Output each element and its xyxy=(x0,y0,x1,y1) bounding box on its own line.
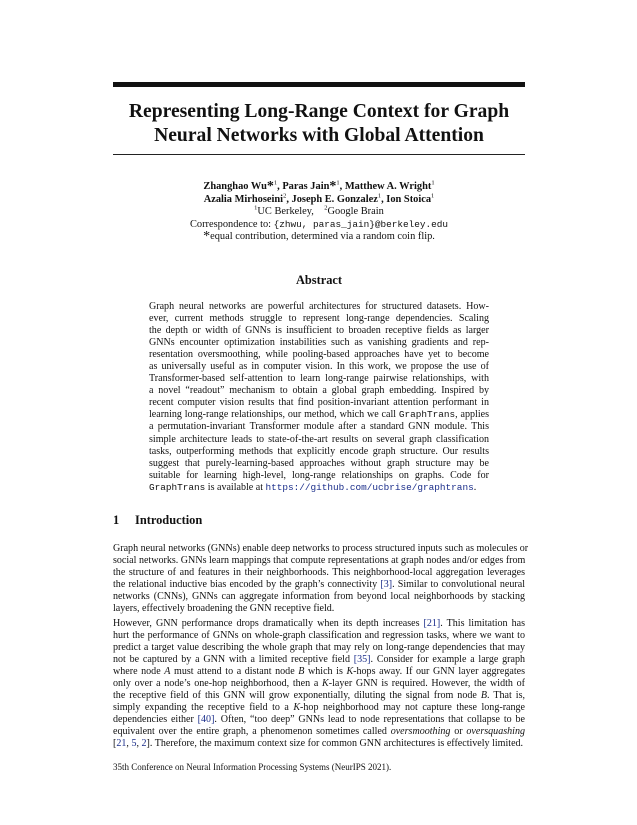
affiliation-mark: 2 xyxy=(283,192,287,200)
body-text: [ xyxy=(113,738,117,750)
body-text: . Similar to convolutional neural xyxy=(392,579,525,591)
affiliation-mark: 1 xyxy=(377,192,382,200)
body-text: where node xyxy=(113,666,165,678)
body-text: equivalent over the entire graph, a phenomenon sometimes called xyxy=(113,726,391,738)
body-text: must attend to a distant node xyxy=(170,666,299,678)
code-link[interactable]: https://github.com/ucbrise/graphtrans xyxy=(265,481,474,493)
abstract-heading: Abstract xyxy=(295,273,343,287)
affiliation-mark: 1 xyxy=(431,192,435,200)
body-line: predict a target value describing the whole graph that may rely on long-range dependencies that may xyxy=(113,642,525,654)
math-var: K xyxy=(293,702,301,714)
math-var: K xyxy=(322,678,329,690)
abstract-line: a permutation-invariant Transformer module after a standard GNN module. This xyxy=(149,421,489,433)
abstract-body xyxy=(149,301,489,494)
body-text: only over a node’s one-hop neighborhood, then a xyxy=(113,678,323,690)
body-line: social networks. GNNs learn mappings that compute representations at graph nodes and/or edges from xyxy=(113,555,526,567)
title-line-2: Neural Networks with Global Attention xyxy=(154,125,484,146)
body-line xyxy=(113,738,525,750)
abstract-text: is available at xyxy=(205,481,266,493)
body-text: ]. Therefore, the maximum context size for common GNN architectures is effectively limited. xyxy=(146,738,524,750)
title-top-rule xyxy=(113,82,525,87)
math-var: B xyxy=(298,666,305,678)
equal-note-text: equal contribution, determined via a random coin flip. xyxy=(210,231,435,243)
body-text: . Often, “too deep” GNNs lead to node representations that collapse to be xyxy=(214,714,525,726)
conference-footnote: 35th Conference on Neural Information Processing Systems (NeurIPS 2021). xyxy=(113,762,392,772)
affiliation-mark: 1 xyxy=(273,179,278,187)
affiliation-name: Google Brain xyxy=(327,206,384,218)
abstract-line: as universally useful as in computer vision. In this work, we propose the use of xyxy=(149,361,489,373)
body-text: the relational inductive bias encoded by the graph’s connectivity xyxy=(113,579,381,591)
author-name: Paras Jain xyxy=(282,181,330,192)
intro-paragraph-2 xyxy=(113,618,525,751)
abstract-line: Transformer-based self-attention to learn long-range pairwise relationships, with xyxy=(149,373,489,385)
abstract-line: resentation oversmoothing, while pooling-based approaches have yet to become xyxy=(149,349,489,361)
body-text: dependencies either xyxy=(113,714,198,726)
citation-link[interactable]: 2 xyxy=(141,738,147,750)
method-name: GraphTrans xyxy=(149,481,206,493)
citation-link[interactable]: [35] xyxy=(353,654,371,666)
method-name: GraphTrans xyxy=(398,409,456,421)
intro-paragraph-1 xyxy=(113,543,529,615)
abstract-line: tasks, outperforming methods that explicitly encode graph structure. Our results xyxy=(149,445,489,457)
body-line xyxy=(113,702,525,714)
abstract-text: . xyxy=(473,481,477,493)
equal-contrib-star: * xyxy=(266,179,274,194)
body-text: . This limitation has xyxy=(440,618,525,629)
body-line: networks (CNNs), GNNs can aggregate information from beyond local neighborhoods by stacking xyxy=(113,591,525,603)
abstract-line: suitable for learning high-level, long-range relationships on graphs. Code for xyxy=(149,469,489,481)
body-text: or xyxy=(450,726,467,738)
body-line xyxy=(113,666,525,678)
body-line xyxy=(113,726,525,738)
body-text: -hop neighborhood may not capture these long-range xyxy=(300,702,526,714)
body-text: not be captured by a GNN with a limited receptive field xyxy=(113,654,354,666)
math-var: A xyxy=(164,666,171,678)
equal-contrib-star: * xyxy=(329,179,337,194)
abstract-line: ever, current methods struggle to represent long-range dependencies. Scaling xyxy=(149,313,489,325)
math-var: K xyxy=(346,666,354,678)
body-line: layers, effectively broadening the GNN receptive field. xyxy=(113,603,335,615)
body-text: simply expanding the receptive field to a xyxy=(113,702,294,714)
body-line xyxy=(113,579,525,591)
author-name: Ion Stoica xyxy=(386,193,432,205)
abstract-text: learning long-range relationships, our method, which we call xyxy=(149,409,399,421)
equal-contribution-note xyxy=(113,231,525,244)
author-name: Azalia Mirhoseini xyxy=(203,193,284,205)
equal-contrib-star: * xyxy=(203,229,211,245)
body-line xyxy=(113,618,525,630)
italic-term: oversquashing xyxy=(466,726,525,738)
body-line: hurt the performance of GNNs on whole-graph classification and regression tasks, where we want to xyxy=(113,630,525,642)
abstract-line: recent computer vision results that find position-invariant attention performant in xyxy=(149,397,489,409)
body-text: -layer GNN is required. However, the width of xyxy=(328,678,525,690)
body-line: Graph neural networks (GNNs) enable deep networks to process structured inputs such as molecules or xyxy=(113,543,529,554)
citation-link[interactable]: [40] xyxy=(197,714,215,726)
abstract-line: a novel “readout” mechanism to obtain a global graph embedding. Inspired by xyxy=(149,385,489,397)
title-line-1: Representing Long-Range Context for Graph xyxy=(128,101,510,122)
math-var: B xyxy=(480,690,487,702)
body-line xyxy=(113,714,525,726)
affiliation-name: UC Berkeley, xyxy=(257,206,314,218)
body-text: However, GNN performance drops dramatically when its depth increases xyxy=(113,618,424,629)
author-name: Zhanghao Wu xyxy=(203,181,267,192)
author-name: Matthew A. Wright xyxy=(344,181,432,192)
citation-link[interactable]: [3] xyxy=(380,579,393,591)
body-text: . Consider for example a large graph xyxy=(370,654,525,666)
title-bottom-rule xyxy=(113,154,525,155)
section-heading xyxy=(113,513,202,528)
author-block xyxy=(113,181,525,244)
section-number: 1 xyxy=(113,513,120,527)
abstract-line xyxy=(149,482,489,494)
author-line-1: Zhanghao Wu*$^1$, Paras Jain*$^1$, Matthew A. Wright$^1$ xyxy=(203,179,435,194)
abstract-line: simple architecture leads to state-of-the-art results on several graph classification xyxy=(149,433,489,445)
body-line xyxy=(113,690,525,702)
citation-link[interactable]: 5 xyxy=(131,738,137,750)
section-title: Introduction xyxy=(135,513,203,527)
affiliation-number: 1 xyxy=(254,204,258,212)
correspondence-email[interactable]: {zhwu, paras_jain}@berkeley.edu xyxy=(273,218,449,230)
abstract-line: Graph neural networks are powerful architectures for structured datasets. How- xyxy=(149,301,489,312)
abstract-text: , applies xyxy=(455,409,489,421)
body-line xyxy=(113,678,525,690)
affiliations xyxy=(113,206,525,219)
body-line: the structure of and features in their neighborhoods. This neighborhood-local aggregation leverages xyxy=(113,567,525,579)
body-line xyxy=(113,654,525,666)
paper-title xyxy=(113,100,525,148)
body-text: which is xyxy=(304,666,347,678)
body-text: . That is, xyxy=(487,690,525,702)
affiliation-mark: 1 xyxy=(336,179,340,187)
author-name: Joseph E. Gonzalez xyxy=(291,193,378,205)
author-line-2: Azalia Mirhoseini$^2$, Joseph E. Gonzalez$^1$, Ion Stoica$^1$ xyxy=(203,192,435,205)
correspondence xyxy=(113,219,525,232)
abstract-line: the depth or width of GNNs is insufficient to broaden receptive fields as larger xyxy=(149,325,489,337)
citation-link[interactable]: [21] xyxy=(423,618,441,629)
abstract-line xyxy=(149,409,489,421)
body-text: , xyxy=(136,738,142,750)
body-text: the receptive field of this GNN will grow exponentially, diluting the signal from node xyxy=(113,690,481,702)
abstract-line: suggest that purely-learning-based approaches without graph structure may be xyxy=(149,457,489,469)
italic-term: oversmoothing xyxy=(390,726,451,738)
affiliation-number: 2 xyxy=(324,204,328,212)
correspondence-label: Correspondence to: xyxy=(189,218,274,230)
body-text: -hops away. If our GNN layer aggregates xyxy=(353,666,525,678)
affiliation-mark: 1 xyxy=(431,179,435,187)
body-text: , xyxy=(126,738,132,750)
citation-link[interactable]: 21 xyxy=(116,738,127,750)
abstract-line: GNNs encounter optimization instabilities such as vanishing gradients and rep- xyxy=(149,337,489,349)
